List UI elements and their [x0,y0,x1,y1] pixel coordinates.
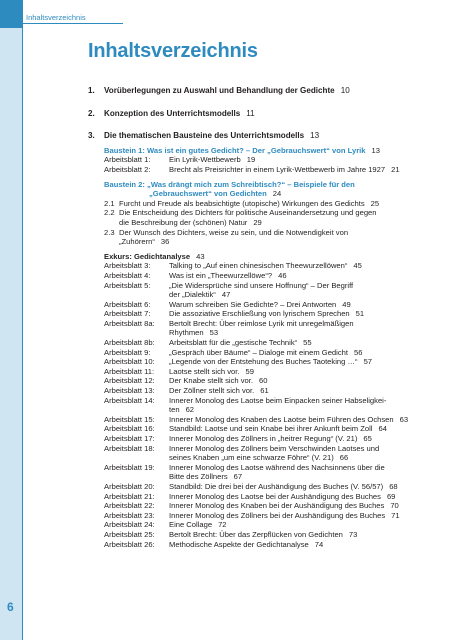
toc-entry-label: Arbeitsblatt 10: [104,357,155,367]
toc-entry-text: „Die Widersprüche sind unsere Hoffnung“ – Der Begriff der „Dialektik“ 47 [169,280,354,300]
toc-entry-text: Standbild: Die drei bei der Aushändigung des Buches (V. 56/57) 68 [169,481,398,491]
toc-entry-label: Arbeitsblatt 21: [104,491,155,501]
margin-rule [22,0,23,640]
toc-entry-label: Arbeitsblatt 8a: [104,318,155,328]
toc-entry-page: 68 [389,481,398,491]
toc-entry-page: 36 [160,237,170,247]
toc-entry-label: Arbeitsblatt 15: [104,414,155,424]
toc-entry-text: Der Knabe stellt sich vor. 60 [169,376,268,386]
toc-section-2: 2. Konzeption des Unterrichtsmodells 11 [88,108,255,118]
toc-entry-text: Bertolt Brecht: Über reimlose Lyrik mit unregelmäßigen Rhythmen 53 [169,318,354,338]
toc-entry [104,415,440,425]
toc-entry [104,520,440,530]
toc-entry-page: 74 [314,539,324,549]
toc-entry-label: Arbeitsblatt 11: [104,366,155,376]
toc-entry-page: 45 [353,261,362,271]
toc-section-1: 1. Vorüberlegungen zu Auswahl und Behandlung der Gedichte 10 [88,86,350,95]
toc-entry-label: Arbeitsblatt 6: [104,299,151,309]
side-margin-band [0,0,22,640]
toc-entry-text: Innerer Monolog des Knaben bei der Aushändigung des Buches 70 [169,501,399,511]
toc-entry: Arbeitsblatt 2: Brecht als Preisrichter in einem Lyrik-Wettbewerb im Jahre 1927 21 [104,164,400,174]
toc-entry [104,511,440,521]
toc-entry-label: Arbeitsblatt 3: [104,261,151,271]
toc-entry-page: 29 [253,217,262,227]
toc-entry [104,348,440,358]
toc-entry-text: Laotse stellt sich vor. 59 [169,366,254,376]
toc-entry [104,540,440,550]
toc-entry [104,208,440,227]
toc-entry [104,281,440,300]
page-number: 6 [7,600,14,614]
toc-entry-label: Arbeitsblatt 9: [104,347,151,357]
toc-entry [104,492,440,502]
toc-entry-text: Die assoziative Erschließung von lyrischem Sprechen 51 [169,309,365,319]
toc-entry-text: Methodische Aspekte der Gedichtanalyse 74 [169,539,324,549]
toc-entry [104,309,440,319]
toc-entry-label: Arbeitsblatt 23: [104,510,155,520]
toc-entry [104,271,440,281]
toc-entry-text: Arbeitsblatt für die „gestische Technik“ 55 [169,338,312,348]
toc-entry-page: 67 [233,472,243,482]
toc-entry-page: 25 [370,198,380,208]
toc-entry-label: Arbeitsblatt 16: [104,424,155,434]
toc-entry-page: 51 [355,309,365,319]
toc-entry [104,482,440,492]
toc-entry-page: 46 [278,270,287,280]
toc-entry-page: 60 [259,376,268,386]
toc-entry-label: 2.3 [104,227,115,237]
exkurs-heading: Exkurs: Gedichtanalyse 43 [104,251,205,261]
toc-entry-label: Arbeitsblatt 12: [104,376,155,386]
toc-entry-text: Warum schreiben Sie Gedichte? – Drei Antworten 49 [169,299,351,309]
toc-entry-label: Arbeitsblatt 14: [104,395,155,405]
toc-entry-label: Arbeitsblatt 18: [104,443,155,453]
toc-entry-page: 53 [209,328,219,338]
toc-entry [104,319,440,338]
toc-entry-text: Talking to „Auf einen chinesischen Theewurzellöwen“ 45 [169,261,362,271]
toc-entry-text: Innerer Monolog des Zöllners bei der Aushändigung des Buches 71 [169,510,400,520]
toc-entry-text: Innerer Monolog des Zöllners beim Verschwinden Laotses und seines Knaben „um eine schwarze Föhre“ (V. 21) 66 [169,443,380,463]
toc-entry-page: 55 [303,338,312,348]
toc-entry [104,396,440,415]
toc-entry-page: 70 [390,501,399,511]
toc-entry-text: „Gespräch über Bäume“ – Dialoge mit einem Gedicht 56 [169,347,363,357]
toc-entry-page: 66 [339,453,349,463]
exkurs [104,252,440,549]
toc-entry-page: 47 [221,290,231,300]
toc-entry [104,357,440,367]
baustein-2 [104,180,440,247]
toc-entry-label: Arbeitsblatt 19: [104,462,155,472]
toc-entry-text: Standbild: Laotse und sein Knabe bei ihrer Ankunft beim Zoll 64 [169,424,387,434]
toc-entry-text: Bertolt Brecht: Über das Zerpflücken von Gedichten 73 [169,529,358,539]
toc-entry-text: Innerer Monolog des Zöllners in „heitrer Regung“ (V. 21) 65 [169,434,372,443]
toc-entry-label: Arbeitsblatt 25: [104,529,155,539]
toc-entry-text: Innerer Monolog des Laotse bei der Aushändigung des Buches 69 [169,491,396,501]
toc-entry-label: Arbeitsblatt 13: [104,386,155,396]
toc-entry-label: 2.1 [104,198,115,208]
toc-entry-page: 59 [245,366,254,376]
toc-entry-text: Innerer Monolog des Laotse beim Einpacken seiner Habseligkei- ten 62 [169,395,387,415]
toc-entry-page: 65 [363,434,372,443]
toc-entry [104,501,440,511]
toc-entry [104,444,440,463]
toc-entry [104,199,440,209]
toc-entry [104,300,440,310]
toc-entry [104,228,440,247]
baustein-2-heading-cont: „Gebrauchswert“ von Gedichten 24 [149,189,282,199]
toc-entry-label: Arbeitsblatt 8b: [104,338,155,348]
toc-entry-text: „Legende von der Entstehung des Buches Taoteking …“ 57 [169,357,373,367]
table-of-contents [88,86,440,549]
toc-entry-label: Arbeitsblatt 20: [104,481,155,491]
toc-entry-text: Innerer Monolog des Knaben des Laotse beim Führen des Ochsen 63 [169,414,409,424]
toc-entry-text: Innerer Monolog des Laotse während des Nachsinnens über die Bitte des Zöllners 67 [169,462,385,482]
baustein-1-heading: Baustein 1: Was ist ein gutes Gedicht? – Der „Gebrauchswert“ von Lyrik 13 [104,145,380,155]
toc-entry-label: 2.2 [104,208,115,218]
toc-entry-label: Arbeitsblatt 4: [104,270,151,280]
toc-entry-page: 49 [342,299,351,309]
toc-entry [104,434,440,444]
toc-entry-page: 69 [386,491,396,501]
toc-entry-page: 63 [399,414,409,424]
toc-entry-page: 57 [363,357,373,367]
toc-entry [104,386,440,396]
toc-entry-label: Arbeitsblatt 22: [104,501,155,511]
toc-entry [104,424,440,434]
toc-entry-text: Eine Collage 72 [169,520,227,530]
toc-entry [104,338,440,348]
toc-entry [104,463,440,482]
page-title: Inhaltsverzeichnis [88,40,258,62]
toc-entry-page: 73 [348,529,358,539]
toc-entry-page: 56 [353,347,363,357]
toc-entry [104,367,440,377]
toc-section-3: 3. Die thematischen Bausteine des Unterrichtsmodells 13 [88,131,320,141]
toc-entry-page: 72 [218,520,227,530]
toc-entry-text: Was ist ein „Theewurzellöwe“? 46 [169,270,287,280]
toc-entry [104,530,440,540]
toc-entry-label: Arbeitsblatt 24: [104,520,155,530]
toc-entry [104,261,440,271]
running-title: Inhaltsverzeichnis [26,13,86,22]
toc-entry-text: Furcht und Freude als beabsichtigte (utopische) Wirkungen des Gedichts 25 [119,198,380,208]
toc-entry: Arbeitsblatt 1: Ein Lyrik-Wettbewerb 19 [104,155,256,165]
side-margin-accent [0,0,22,28]
toc-entry-page: 71 [391,510,400,520]
toc-entry-text: Die Entscheidung des Dichters für politische Auseinandersetzung und gegen die Beschreibung der (schönen) Natur 29 [119,208,377,227]
toc-entry-page: 61 [260,386,269,396]
toc-entry-label: Arbeitsblatt 7: [104,309,151,319]
baustein-2-heading: Baustein 2: „Was drängt mich zum Schreibtisch?“ – Beispiele für den [104,179,355,189]
toc-entry-text: Der Zöllner stellt sich vor. 61 [169,386,269,396]
toc-entry-page: 62 [185,405,195,415]
baustein-1 [104,146,440,175]
toc-entry-text: Der Wunsch des Dichters, weise zu sein, und die Notwendigkeit von „Zuhörern“ 36 [119,227,349,247]
toc-entry-label: Arbeitsblatt 26: [104,539,155,549]
toc-entry-label: Arbeitsblatt 17: [104,434,155,443]
toc-entry-label: Arbeitsblatt 5: [104,280,151,290]
toc-entry [104,376,440,386]
toc-entry-page: 64 [378,424,387,434]
header-rule [23,23,123,24]
